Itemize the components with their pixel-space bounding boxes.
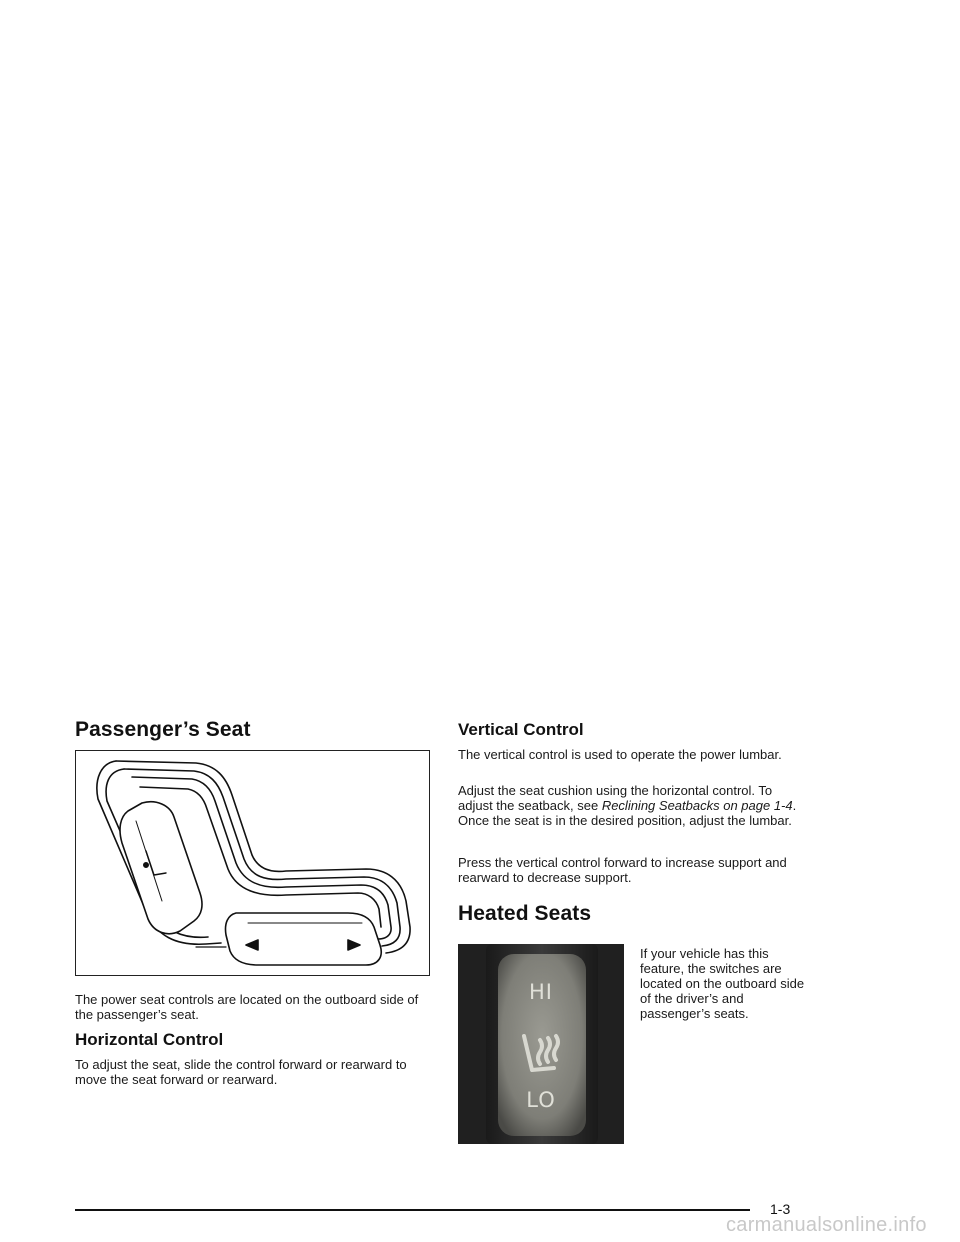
- section-title-passengers-seat: Passenger’s Seat: [75, 718, 251, 741]
- watermark: carmanualsonline.info: [726, 1214, 927, 1236]
- heading-vertical-control: Vertical Control: [458, 720, 584, 739]
- footer-rule: [75, 1209, 750, 1211]
- heated-seat-switch-photo: [458, 944, 624, 1144]
- vertical-control-text-2: [458, 783, 803, 828]
- reclining-seatbacks-reference: Reclining Seatbacks on page 1-4: [601, 798, 793, 813]
- seat-control-illustration: [75, 750, 430, 976]
- vertical-control-text-1: The vertical control is used to operate the power lumbar.: [458, 747, 782, 762]
- section-title-heated-seats: Heated Seats: [458, 902, 592, 925]
- page-number: 1-3: [770, 1201, 791, 1217]
- vertical-control-text-3: Press the vertical control forward to increase support and rearward to decrease support.: [458, 855, 787, 885]
- switch-hi-label: HI: [529, 980, 553, 1004]
- seat-controls-caption: The power seat controls are located on the outboard side of the passenger’s seat.: [75, 992, 419, 1022]
- heading-horizontal-control: Horizontal Control: [75, 1030, 224, 1049]
- horizontal-control-text: To adjust the seat, slide the control forward or rearward to move the seat forward or rearward.: [75, 1057, 407, 1087]
- vertical-text-after: . Once the seat is in the desired position, adjust the lumbar.: [458, 798, 797, 828]
- switch-lo-label: LO: [526, 1088, 556, 1112]
- vertical-text-before: Adjust the seat cushion using the horizontal control. To adjust the seatback, see: [458, 783, 773, 813]
- heated-seats-text: If your vehicle has this feature, the switches are located on the outboard side of the driver’s and passenger’s seats.: [640, 946, 805, 1021]
